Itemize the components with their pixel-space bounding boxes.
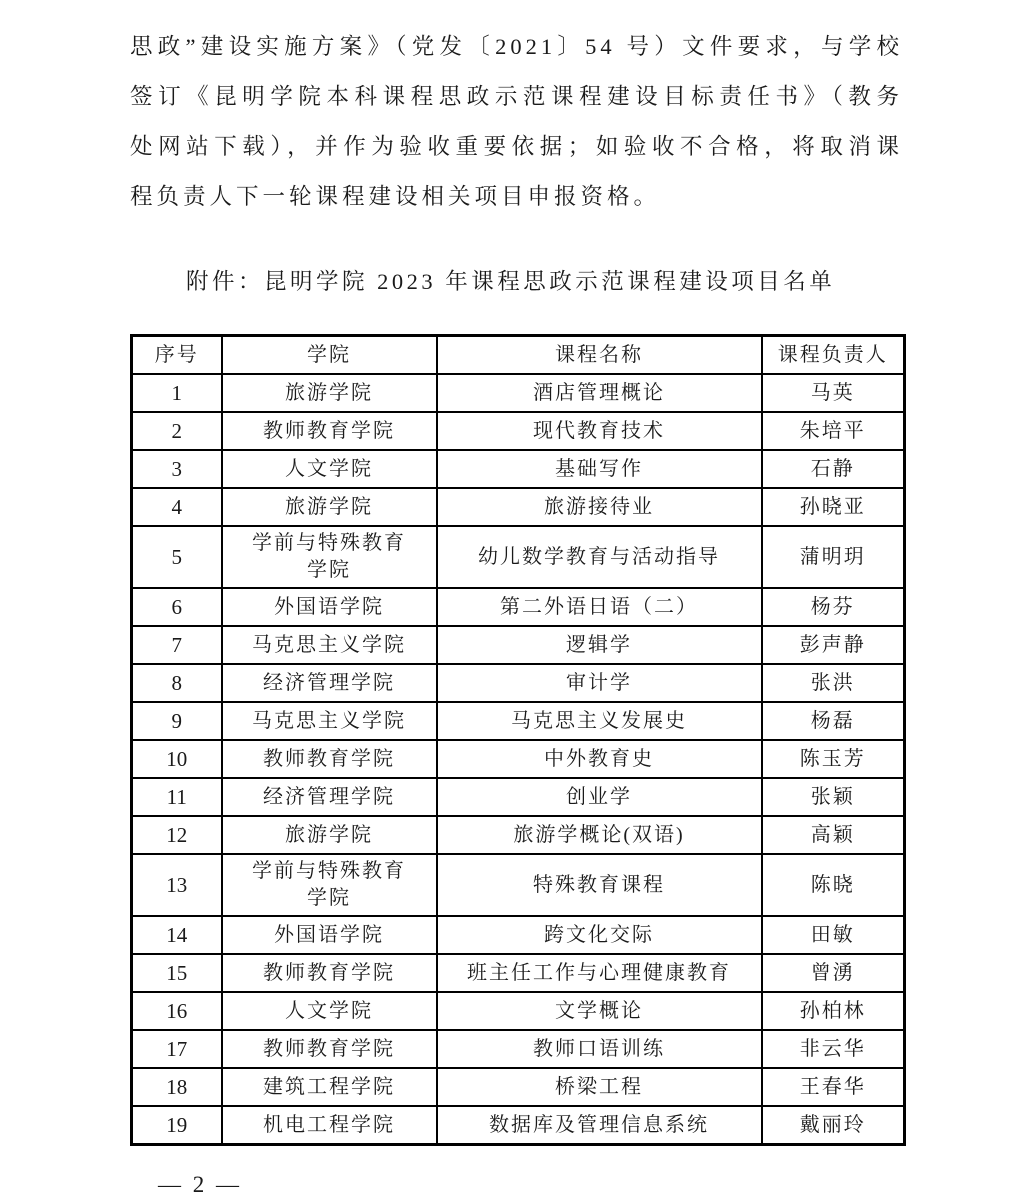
course-name-cell: 马克思主义发展史 [437,702,762,740]
row-number-cell: 1 [132,374,222,412]
row-number-cell: 13 [132,854,222,916]
table-row [132,488,905,526]
course-leader-cell: 田敏 [762,916,905,954]
course-name-cell: 数据库及管理信息系统 [437,1106,762,1145]
column-header: 课程负责人 [762,336,905,375]
row-number-cell: 14 [132,916,222,954]
table-row [132,412,905,450]
college-cell: 学前与特殊教育 学院 [222,526,437,588]
course-leader-cell: 朱培平 [762,412,905,450]
row-number-cell: 7 [132,626,222,664]
row-number-cell: 5 [132,526,222,588]
course-name-cell: 文学概论 [437,992,762,1030]
course-name-cell: 幼儿数学教育与活动指导 [437,526,762,588]
course-name-cell: 教师口语训练 [437,1030,762,1068]
course-leader-cell: 蒲明玥 [762,526,905,588]
row-number-cell: 6 [132,588,222,626]
table-row [132,992,905,1030]
college-cell: 建筑工程学院 [222,1068,437,1106]
table-row [132,1106,905,1145]
college-cell: 旅游学院 [222,488,437,526]
table-row [132,626,905,664]
course-leader-cell: 陈晓 [762,854,905,916]
row-number-cell: 2 [132,412,222,450]
table-row [132,374,905,412]
table-row [132,740,905,778]
table-body [132,374,905,1145]
course-name-cell: 中外教育史 [437,740,762,778]
college-cell: 马克思主义学院 [222,626,437,664]
college-cell: 经济管理学院 [222,664,437,702]
course-name-cell: 现代教育技术 [437,412,762,450]
college-cell: 人文学院 [222,450,437,488]
course-name-cell: 逻辑学 [437,626,762,664]
table-row [132,664,905,702]
course-leader-cell: 杨磊 [762,702,905,740]
course-leader-cell: 张洪 [762,664,905,702]
college-cell: 机电工程学院 [222,1106,437,1145]
course-leader-cell: 高颖 [762,816,905,854]
course-name-cell: 班主任工作与心理健康教育 [437,954,762,992]
row-number-cell: 12 [132,816,222,854]
paragraph-line: 处网站下载），并作为验收重要依据；如验收不合格，将取消课 [130,134,903,159]
row-number-cell: 8 [132,664,222,702]
course-name-cell: 跨文化交际 [437,916,762,954]
course-name-cell: 旅游学概论(双语) [437,816,762,854]
row-number-cell: 16 [132,992,222,1030]
course-leader-cell: 石静 [762,450,905,488]
course-name-cell: 旅游接待业 [437,488,762,526]
column-header: 序号 [132,336,222,375]
course-leader-cell: 陈玉芳 [762,740,905,778]
table-row [132,588,905,626]
column-header: 课程名称 [437,336,762,375]
row-number-cell: 17 [132,1030,222,1068]
course-name-cell: 桥梁工程 [437,1068,762,1106]
course-leader-cell: 曾湧 [762,954,905,992]
body-paragraph [130,22,903,222]
table-row [132,450,905,488]
college-cell: 学前与特殊教育 学院 [222,854,437,916]
college-cell: 教师教育学院 [222,954,437,992]
course-leader-cell: 戴丽玲 [762,1106,905,1145]
course-name-cell: 特殊教育课程 [437,854,762,916]
college-cell: 经济管理学院 [222,778,437,816]
table-row [132,1030,905,1068]
college-cell: 外国语学院 [222,916,437,954]
row-number-cell: 11 [132,778,222,816]
course-name-cell: 审计学 [437,664,762,702]
course-leader-cell: 孙晓亚 [762,488,905,526]
row-number-cell: 9 [132,702,222,740]
table-row [132,526,905,588]
college-cell: 教师教育学院 [222,740,437,778]
course-leader-cell: 孙柏林 [762,992,905,1030]
table-row [132,1068,905,1106]
table-row [132,816,905,854]
row-number-cell: 18 [132,1068,222,1106]
college-cell: 教师教育学院 [222,1030,437,1068]
college-cell: 旅游学院 [222,374,437,412]
row-number-cell: 19 [132,1106,222,1145]
course-leader-cell: 马英 [762,374,905,412]
table-row [132,916,905,954]
table-row [132,778,905,816]
college-cell: 外国语学院 [222,588,437,626]
attachment-heading: 附件：昆明学院 2023 年课程思政示范课程建设项目名单 [186,269,836,294]
row-number-cell: 3 [132,450,222,488]
course-leader-cell: 非云华 [762,1030,905,1068]
college-cell: 教师教育学院 [222,412,437,450]
course-name-cell: 酒店管理概论 [437,374,762,412]
paragraph-line: 程负责人下一轮课程建设相关项目申报资格。 [130,184,661,209]
row-number-cell: 4 [132,488,222,526]
table-row [132,854,905,916]
college-cell: 马克思主义学院 [222,702,437,740]
course-leader-cell: 张颖 [762,778,905,816]
table-row [132,954,905,992]
college-cell: 旅游学院 [222,816,437,854]
course-leader-cell: 王春华 [762,1068,905,1106]
course-leader-cell: 彭声静 [762,626,905,664]
paragraph-line: 签订《昆明学院本科课程思政示范课程建设目标责任书》（教务 [130,84,903,109]
course-name-cell: 创业学 [437,778,762,816]
course-leader-cell: 杨芬 [762,588,905,626]
row-number-cell: 15 [132,954,222,992]
table-row [132,702,905,740]
page-number: — 2 — [158,1172,242,1197]
college-cell: 人文学院 [222,992,437,1030]
table-header-row [132,336,905,375]
column-header: 学院 [222,336,437,375]
paragraph-line: 思政”建设实施方案》（党发〔2021〕54 号）文件要求，与学校 [130,34,903,59]
row-number-cell: 10 [132,740,222,778]
course-name-cell: 基础写作 [437,450,762,488]
course-name-cell: 第二外语日语（二） [437,588,762,626]
course-table [130,334,906,1146]
